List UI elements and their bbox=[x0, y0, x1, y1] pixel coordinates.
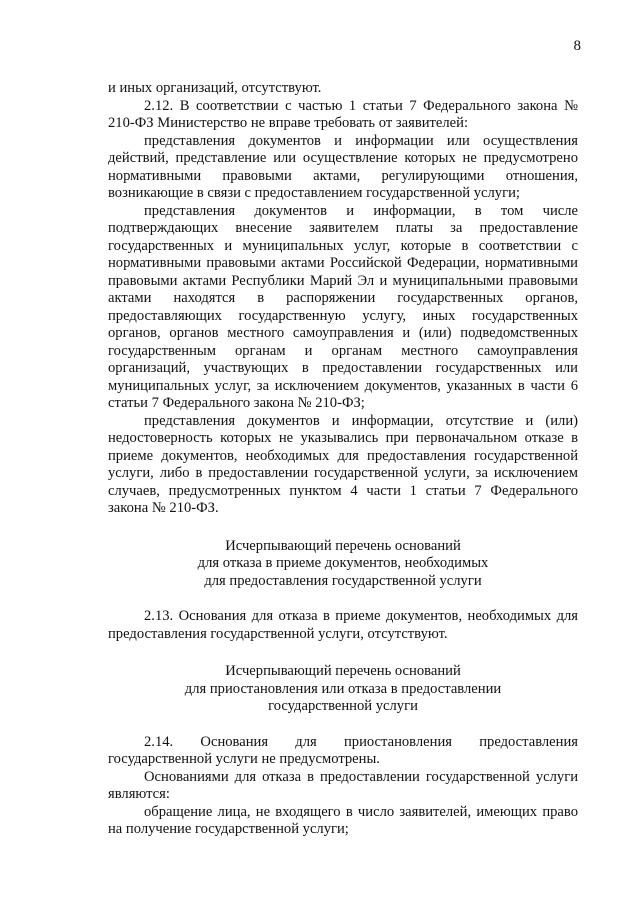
heading-line: для отказа в приеме документов, необходимых bbox=[197, 555, 489, 571]
document-body bbox=[108, 80, 578, 839]
paragraph: представления документов и информации, в том числе подтверждающих внесение заявителем платы за предоставление государственных и муниципальных услуг, которые в соответствии с нормативными правовыми актами Российской Федерации, нормативными правовыми актами Республики Марий Эл и муниципальными правовыми актами находятся в распоряжении государственных органов, предоставляющих государственную услугу, иных государственных органов, органов местного самоуправления и (или) подведомственных государственным органам и органам местного самоуправления организаций, участвующих в предоставлении государственных или муниципальных услуг, за исключением документов, указанных в части 6 статьи 7 Федерального закона № 210-ФЗ; bbox=[108, 202, 578, 411]
paragraph: представления документов и информации или осуществления действий, представление или осуществление которых не предусмотрено нормативными правовыми актами, регулирующими отношения, возникающие в связи с предоставлением государственной услуги; bbox=[108, 132, 578, 201]
heading-line: Исчерпывающий перечень оснований bbox=[225, 663, 461, 679]
page-number: 8 bbox=[573, 38, 581, 54]
paragraph: обращение лица, не входящего в число заявителей, имеющих право на получение государственной услуги; bbox=[108, 803, 578, 837]
paragraph: и иных организаций, отсутствуют. bbox=[108, 80, 322, 96]
paragraph-2-12: 2.12. В соответствии с частью 1 статьи 7 Федерального закона № 210-ФЗ Министерство не вправе требовать от заявителей: bbox=[108, 97, 578, 131]
paragraph-2-14: 2.14. Основания для приостановления предоставления государственной услуги не предусмотрены. bbox=[108, 733, 578, 767]
paragraph-2-13: 2.13. Основания для отказа в приеме документов, необходимых для предоставления государственной услуги, отсутствуют. bbox=[108, 608, 578, 642]
paragraph: представления документов и информации, отсутствие и (или) недостоверность которых не указывались при первоначальном отказе в приеме документов, необходимых для предоставления государственной услуги, либо в предоставлении государственной услуги, за исключением случаев, предусмотренных пунктом 4 части 1 статьи 7 Федерального закона № 210-ФЗ. bbox=[108, 412, 578, 516]
heading-line: Исчерпывающий перечень оснований bbox=[225, 537, 461, 554]
section-heading-1 bbox=[108, 538, 578, 591]
section-heading-2 bbox=[108, 663, 578, 716]
heading-line: государственной услуги bbox=[268, 698, 418, 714]
paragraph: Основаниями для отказа в предоставлении государственной услуги являются: bbox=[108, 768, 578, 802]
heading-line: для приостановления или отказа в предоставлении bbox=[184, 680, 502, 697]
heading-line: для предоставления государственной услуги bbox=[204, 572, 482, 589]
